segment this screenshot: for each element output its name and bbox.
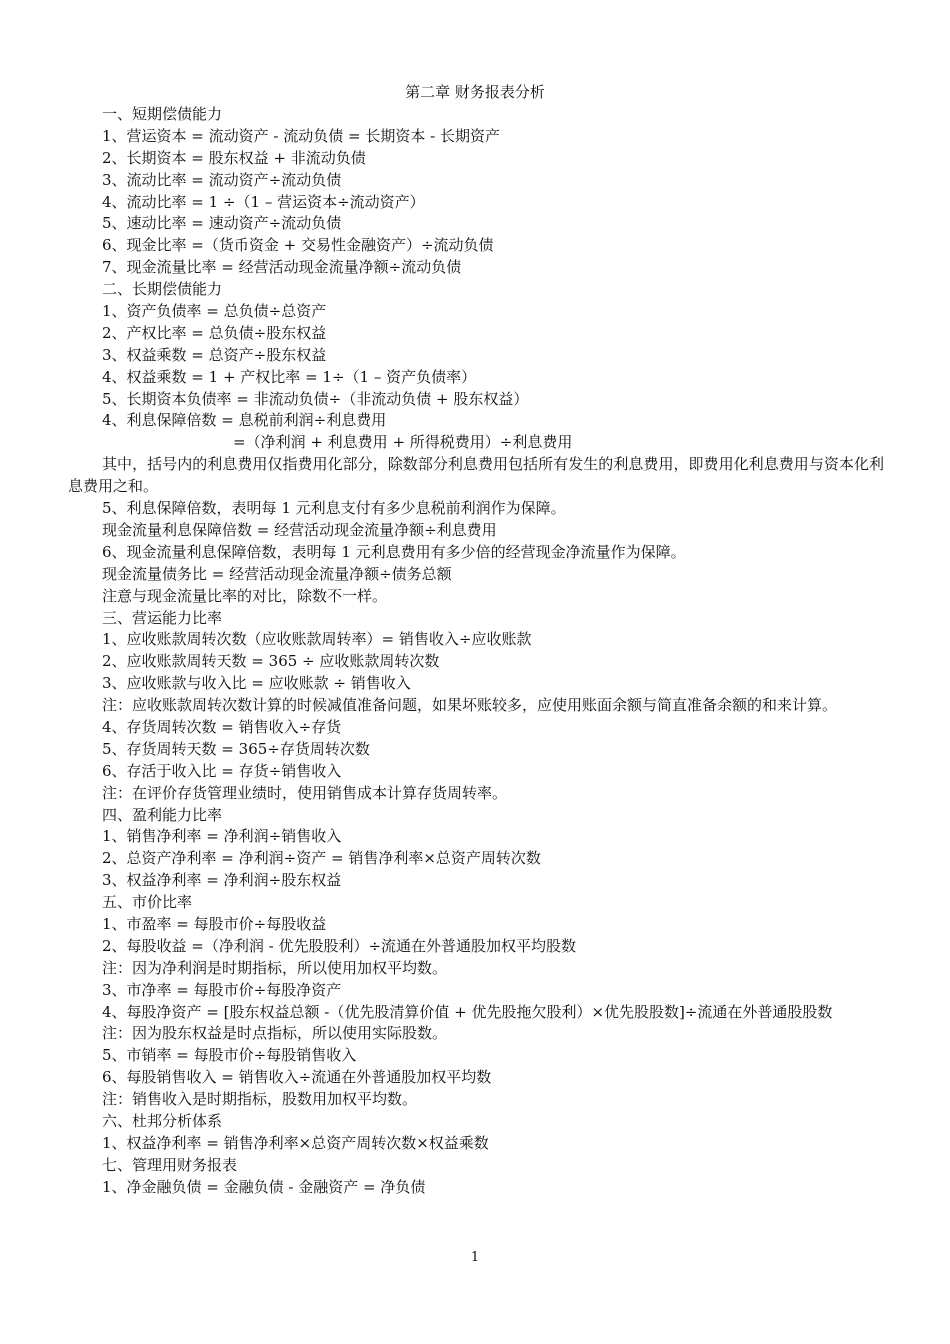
text-line: 5、市销率 = 每股市价÷每股销售收入 — [102, 1046, 357, 1065]
section-heading: 五、市价比率 — [102, 893, 193, 912]
text-line: 6、现金流量利息保障倍数，表明每 1 元利息费用有多少倍的经营现金净流量作为保障。 — [102, 542, 686, 561]
text-line: 1、净金融负债 = 金融负债 - 金融资产 = 净负债 — [102, 1177, 426, 1196]
section-heading: 四、盈利能力比率 — [102, 805, 223, 824]
text-line: 5、利息保障倍数，表明每 1 元利息支付有多少息税前利润作为保障。 — [102, 499, 566, 518]
text-line: 3、市净率 = 每股市价÷每股净资产 — [102, 980, 342, 999]
text-line: 2、长期资本 = 股东权益 + 非流动负债 — [102, 148, 366, 167]
text-line: 1、销售净利率 = 净利润÷销售收入 — [102, 827, 342, 846]
text-line: 现金流量债务比 = 经营活动现金流量净额÷债务总额 — [102, 564, 452, 583]
section-heading: 一、短期偿债能力 — [102, 105, 223, 123]
text-line: 5、存货周转天数 = 365÷存货周转次数 — [102, 739, 370, 758]
text-line: 6、现金比率 =（货币资金 + 交易性金融资产）÷流动负债 — [102, 236, 494, 255]
section-heading: 二、长期偿债能力 — [102, 280, 223, 299]
note-line: 注：在评价存货管理业绩时，使用销售成本计算存货周转率。 — [102, 783, 508, 802]
text-line: 注意与现金流量比率的对比，除数不一样。 — [102, 586, 388, 605]
note-line: 注：因为股东权益是时点指标，所以使用实际股数。 — [102, 1024, 448, 1043]
text-line: 4、权益乘数 = 1 + 产权比率 = 1÷（1 – 资产负债率） — [102, 367, 477, 386]
text-line: 5、长期资本负债率 = 非流动负债÷（非流动负债 + 股东权益） — [102, 389, 529, 408]
text-line: 1、营运资本 = 流动资产 - 流动负债 = 长期资本 - 长期资产 — [102, 126, 500, 145]
text-line: 5、速动比率 = 速动资产÷流动负债 — [102, 214, 342, 233]
note-paragraph: 注：应收账款周转次数计算的时候减值准备问题，如果坏账较多，应使用账面余额与简直准备余额的和来计算。 — [102, 696, 838, 715]
text-line: 7、现金流量比率 = 经营活动现金流量净额÷流动负债 — [102, 258, 462, 277]
text-line: 现金流量利息保障倍数 = 经营活动现金流量净额÷利息费用 — [102, 520, 497, 539]
text-line: 1、权益净利率 = 销售净利率×总资产周转次数×权益乘数 — [102, 1133, 489, 1152]
text-line: 4、流动比率 = 1 ÷（1 – 营运资本÷流动资产） — [102, 192, 425, 211]
note-line: 注：因为净利润是时期指标，所以使用加权平均数。 — [102, 958, 448, 977]
text-line: 2、应收账款周转天数 = 365 ÷ 应收账款周转次数 — [102, 652, 440, 671]
note-line: 注：销售收入是时期指标，股数用加权平均数。 — [102, 1090, 418, 1109]
text-line: 2、总资产净利率 = 净利润÷资产 = 销售净利率×总资产周转次数 — [102, 849, 541, 868]
text-line: 2、产权比率 = 总负债÷股东权益 — [102, 323, 327, 342]
paragraph: 其中，括号内的利息费用仅指费用化部分，除数部分利息费用包括所有发生的利息费用，即费用化利息费用与资本化利息费用之和。 — [68, 455, 884, 496]
section-heading: 六、杜邦分析体系 — [102, 1112, 223, 1131]
text-line: 1、市盈率 = 每股市价÷每股收益 — [102, 915, 327, 933]
text-line: 1、应收账款周转次数（应收账款周转率）= 销售收入÷应收账款 — [102, 630, 532, 649]
text-line: 3、流动比率 = 流动资产÷流动负债 — [102, 170, 342, 189]
text-line: 4、利息保障倍数 = 息税前利润÷利息费用 — [102, 411, 387, 430]
page-number: 1 — [470, 1250, 480, 1265]
page-title: 第二章 财务报表分析 — [405, 83, 545, 101]
text-line: 6、存活于收入比 = 存货÷销售收入 — [102, 761, 342, 780]
section-heading: 七、管理用财务报表 — [102, 1155, 238, 1174]
section-heading: 三、营运能力比率 — [102, 608, 223, 627]
text-line: 3、权益乘数 = 总资产÷股东权益 — [102, 345, 327, 364]
text-line: 1、资产负债率 = 总负债÷总资产 — [102, 302, 327, 321]
text-line: 4、存货周转次数 = 销售收入÷存货 — [102, 717, 342, 736]
paragraph: 4、每股净资产 = [股东权益总额 -（优先股清算价值 + 优先股拖欠股利）×优先股股数]÷流通在外普通股股数 — [102, 1002, 833, 1021]
text-line: 6、每股销售收入 = 销售收入÷流通在外普通股加权平均数 — [102, 1068, 492, 1087]
text-line: 2、每股收益 =（净利润 - 优先股股利）÷流通在外普通股加权平均股数 — [102, 936, 577, 955]
text-line: 3、应收账款与收入比 = 应收账款 ÷ 销售收入 — [102, 674, 411, 693]
document-body — [68, 104, 884, 1199]
text-line: 3、权益净利率 = 净利润÷股东权益 — [102, 871, 342, 890]
text-line-continuation: =（净利润 + 利息费用 + 所得税费用）÷利息费用 — [233, 433, 573, 452]
